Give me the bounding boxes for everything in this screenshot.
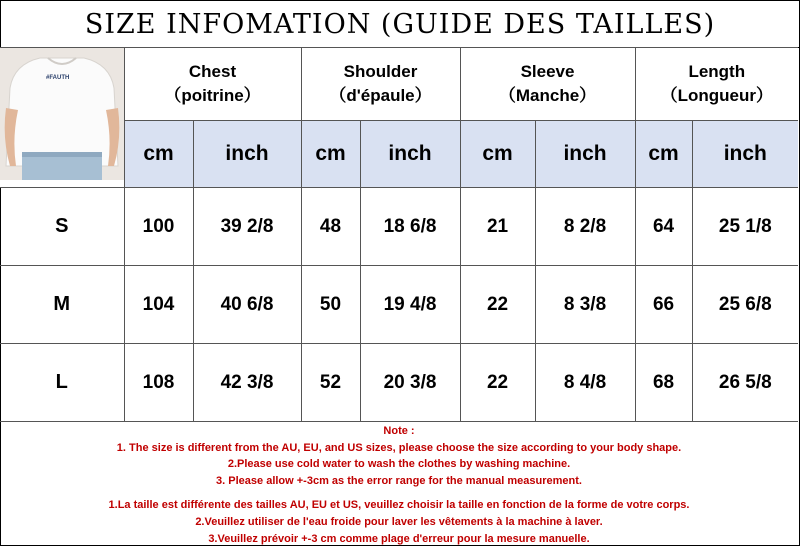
notes-section (0, 421, 798, 547)
unit-cm: cm (460, 121, 535, 188)
notes-heading: Note : (383, 425, 415, 437)
note-fr-2: 2.Veuillez utiliser de l'eau froide pour laver les vêtements à la machine à laver. (195, 515, 603, 528)
unit-cm: cm (124, 121, 193, 188)
table-cell: 50 (301, 266, 360, 344)
chart-title: SIZE INFOMATION (GUIDE DES TAILLES) (1, 1, 799, 48)
table-cell: 40 6/8 (193, 266, 301, 344)
model-tshirt-image (0, 48, 124, 180)
table-cell: 64 (635, 188, 692, 266)
chest-sublabel: （poitrine） (164, 86, 261, 106)
table-cell: 8 4/8 (535, 344, 635, 422)
table-row (0, 266, 798, 344)
shoulder-sublabel: （d'épaule） (329, 86, 432, 106)
size-label: S (0, 188, 124, 266)
table-cell: 25 6/8 (692, 266, 798, 344)
table-cell: 8 3/8 (535, 266, 635, 344)
sleeve-label: Sleeve (520, 62, 575, 82)
notes-spacer (0, 489, 798, 497)
note-en-1: 1. The size is different from the AU, EU, and US sizes, please choose the size according to your body shape. (116, 441, 682, 454)
chest-label: Chest (188, 62, 237, 82)
unit-inch: inch (360, 121, 460, 188)
table-cell: 22 (460, 344, 535, 422)
table-cell: 66 (635, 266, 692, 344)
table-cell: 25 1/8 (692, 188, 798, 266)
note-en-2: 2.Please use cold water to wash the clothes by washing machine. (227, 458, 571, 471)
shirt-print-text: #FAUTH (46, 75, 70, 81)
table-cell: 22 (460, 266, 535, 344)
unit-cm: cm (635, 121, 692, 188)
table-cell: 20 3/8 (360, 344, 460, 422)
unit-cm: cm (301, 121, 360, 188)
table-cell: 19 4/8 (360, 266, 460, 344)
product-photo (0, 48, 124, 188)
table-cell: 8 2/8 (535, 188, 635, 266)
size-label: L (0, 344, 124, 422)
header-sleeve (460, 48, 635, 121)
table-cell: 52 (301, 344, 360, 422)
sleeve-sublabel: （Manche） (498, 86, 597, 106)
table-cell: 26 5/8 (692, 344, 798, 422)
header-chest (124, 48, 301, 121)
table-cell: 68 (635, 344, 692, 422)
unit-inch: inch (193, 121, 301, 188)
table-cell: 18 6/8 (360, 188, 460, 266)
shoulder-label: Shoulder (343, 62, 418, 82)
size-table (0, 47, 798, 422)
length-sublabel: （Longueur） (660, 86, 773, 106)
size-label: M (0, 266, 124, 344)
table-row (0, 344, 798, 422)
table-cell: 39 2/8 (193, 188, 301, 266)
table-cell: 100 (124, 188, 193, 266)
note-en-3: 3. Please allow +-3cm as the error range for the manual measurement. (216, 474, 582, 487)
table-cell: 42 3/8 (193, 344, 301, 422)
header-length (635, 48, 798, 121)
note-fr-3: 3.Veuillez prévoir +-3 cm comme plage d'erreur pour la mesure manuelle. (208, 532, 590, 545)
table-row (0, 188, 798, 266)
table-cell: 104 (124, 266, 193, 344)
unit-inch: inch (692, 121, 798, 188)
note-fr-1: 1.La taille est différente des tailles AU, EU et US, veuillez choisir la taille en fonction de la forme de votre corps. (108, 499, 690, 512)
header-shoulder (301, 48, 460, 121)
length-label: Length (688, 62, 746, 82)
unit-inch: inch (535, 121, 635, 188)
table-cell: 21 (460, 188, 535, 266)
table-cell: 48 (301, 188, 360, 266)
table-cell: 108 (124, 344, 193, 422)
